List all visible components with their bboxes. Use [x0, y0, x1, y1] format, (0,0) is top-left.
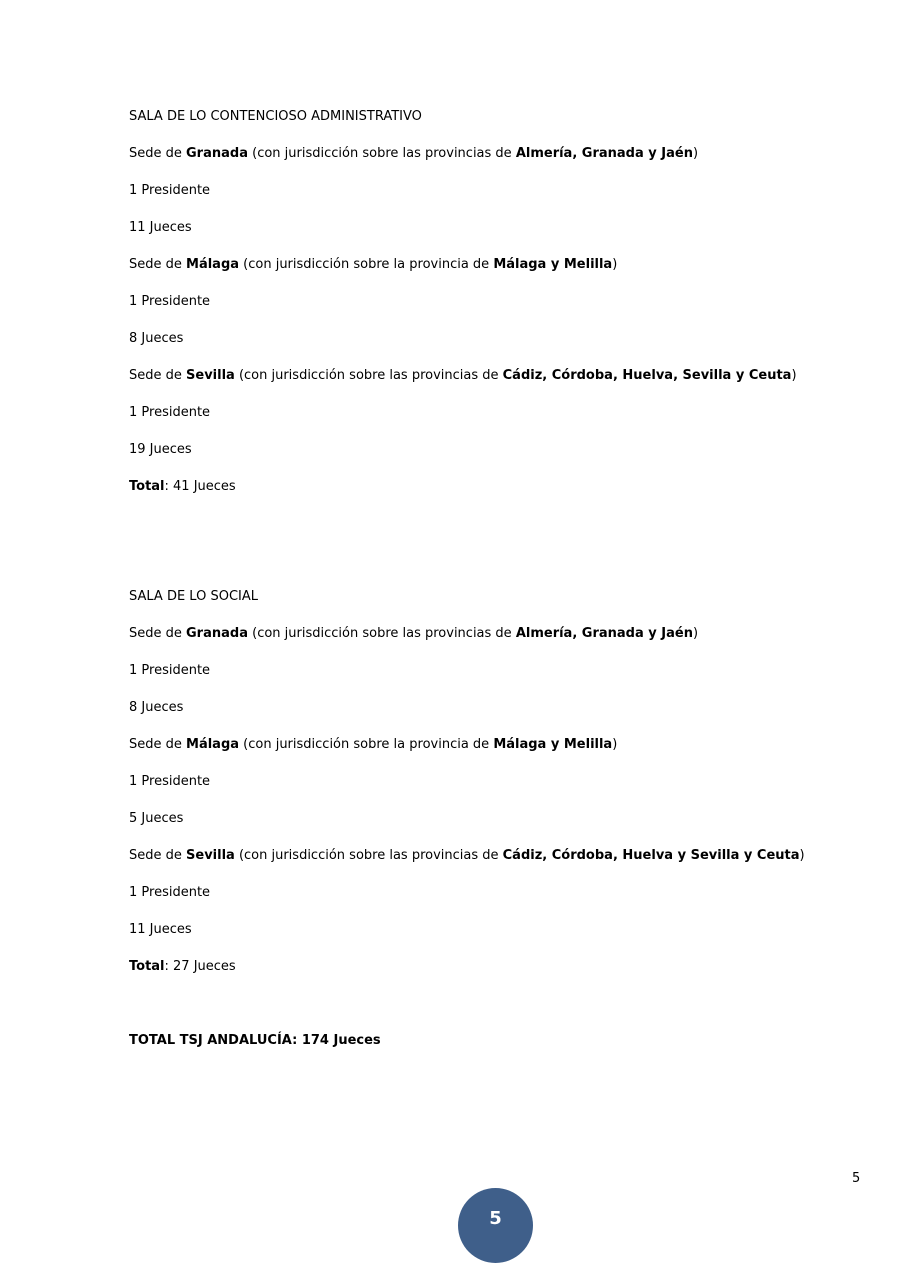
sede-malaga-social: [129, 737, 617, 753]
page-number: 5: [852, 1171, 861, 1186]
page-number-badge: 5: [458, 1188, 533, 1263]
presidente-count: 1 Presidente: [129, 405, 211, 420]
sede-prefix: Sede de: [129, 146, 187, 161]
sede-jurisdiction-text: (con jurisdicción sobre las provincias de: [247, 146, 516, 161]
sede-jurisdiction-text: (con jurisdicción sobre la provincia de: [239, 257, 494, 272]
total-label: Total: [129, 479, 165, 494]
presidente-count: 1 Presidente: [129, 663, 211, 678]
sede-provinces: Cádiz, Córdoba, Huelva, Sevilla y Ceuta: [502, 368, 792, 383]
sede-granada-contencioso: [129, 146, 698, 162]
sede-suffix: ): [791, 368, 797, 383]
jueces-count: 11 Jueces: [129, 220, 192, 235]
sede-suffix: ): [799, 848, 805, 863]
section-heading-social: SALA DE LO SOCIAL: [129, 589, 258, 604]
sede-sevilla-social: [129, 848, 805, 864]
jueces-count: 5 Jueces: [129, 811, 184, 826]
sede-jurisdiction-text: (con jurisdicción sobre la provincia de: [239, 737, 494, 752]
presidente-count: 1 Presidente: [129, 885, 211, 900]
sede-city: Sevilla: [186, 848, 235, 863]
sede-jurisdiction-text: (con jurisdicción sobre las provincias de: [234, 368, 503, 383]
jueces-count: 8 Jueces: [129, 331, 184, 346]
sede-provinces: Málaga y Melilla: [493, 737, 613, 752]
sede-jurisdiction-text: (con jurisdicción sobre las provincias de: [234, 848, 503, 863]
sede-jurisdiction-text: (con jurisdicción sobre las provincias de: [247, 626, 516, 641]
total-social: [129, 959, 236, 975]
grand-total: TOTAL TSJ ANDALUCÍA: 174 Jueces: [129, 1033, 381, 1048]
sede-city: Sevilla: [186, 368, 235, 383]
sede-provinces: Cádiz, Córdoba, Huelva y Sevilla y Ceuta: [502, 848, 800, 863]
total-contencioso: [129, 479, 236, 495]
presidente-count: 1 Presidente: [129, 294, 211, 309]
presidente-count: 1 Presidente: [129, 183, 211, 198]
sede-provinces: Málaga y Melilla: [493, 257, 613, 272]
sede-provinces: Almería, Granada y Jaén: [515, 146, 693, 161]
sede-prefix: Sede de: [129, 737, 187, 752]
section-heading-contencioso: SALA DE LO CONTENCIOSO ADMINISTRATIVO: [129, 109, 422, 124]
sede-prefix: Sede de: [129, 626, 187, 641]
sede-granada-social: [129, 626, 698, 642]
sede-sevilla-contencioso: [129, 368, 797, 384]
jueces-count: 8 Jueces: [129, 700, 184, 715]
sede-city: Granada: [186, 626, 248, 641]
sede-prefix: Sede de: [129, 257, 187, 272]
total-value: : 27 Jueces: [164, 959, 236, 974]
presidente-count: 1 Presidente: [129, 774, 211, 789]
jueces-count: 11 Jueces: [129, 922, 192, 937]
sede-suffix: ): [692, 146, 699, 161]
sede-provinces: Almería, Granada y Jaén: [515, 626, 693, 641]
sede-suffix: ): [612, 257, 618, 272]
sede-city: Málaga: [186, 737, 240, 752]
sede-city: Málaga: [186, 257, 240, 272]
total-value: : 41 Jueces: [164, 479, 236, 494]
sede-prefix: Sede de: [129, 368, 187, 383]
sede-suffix: ): [692, 626, 699, 641]
sede-city: Granada: [186, 146, 248, 161]
total-label: Total: [129, 959, 165, 974]
jueces-count: 19 Jueces: [129, 442, 192, 457]
sede-prefix: Sede de: [129, 848, 187, 863]
sede-malaga-contencioso: [129, 257, 617, 273]
sede-suffix: ): [612, 737, 618, 752]
